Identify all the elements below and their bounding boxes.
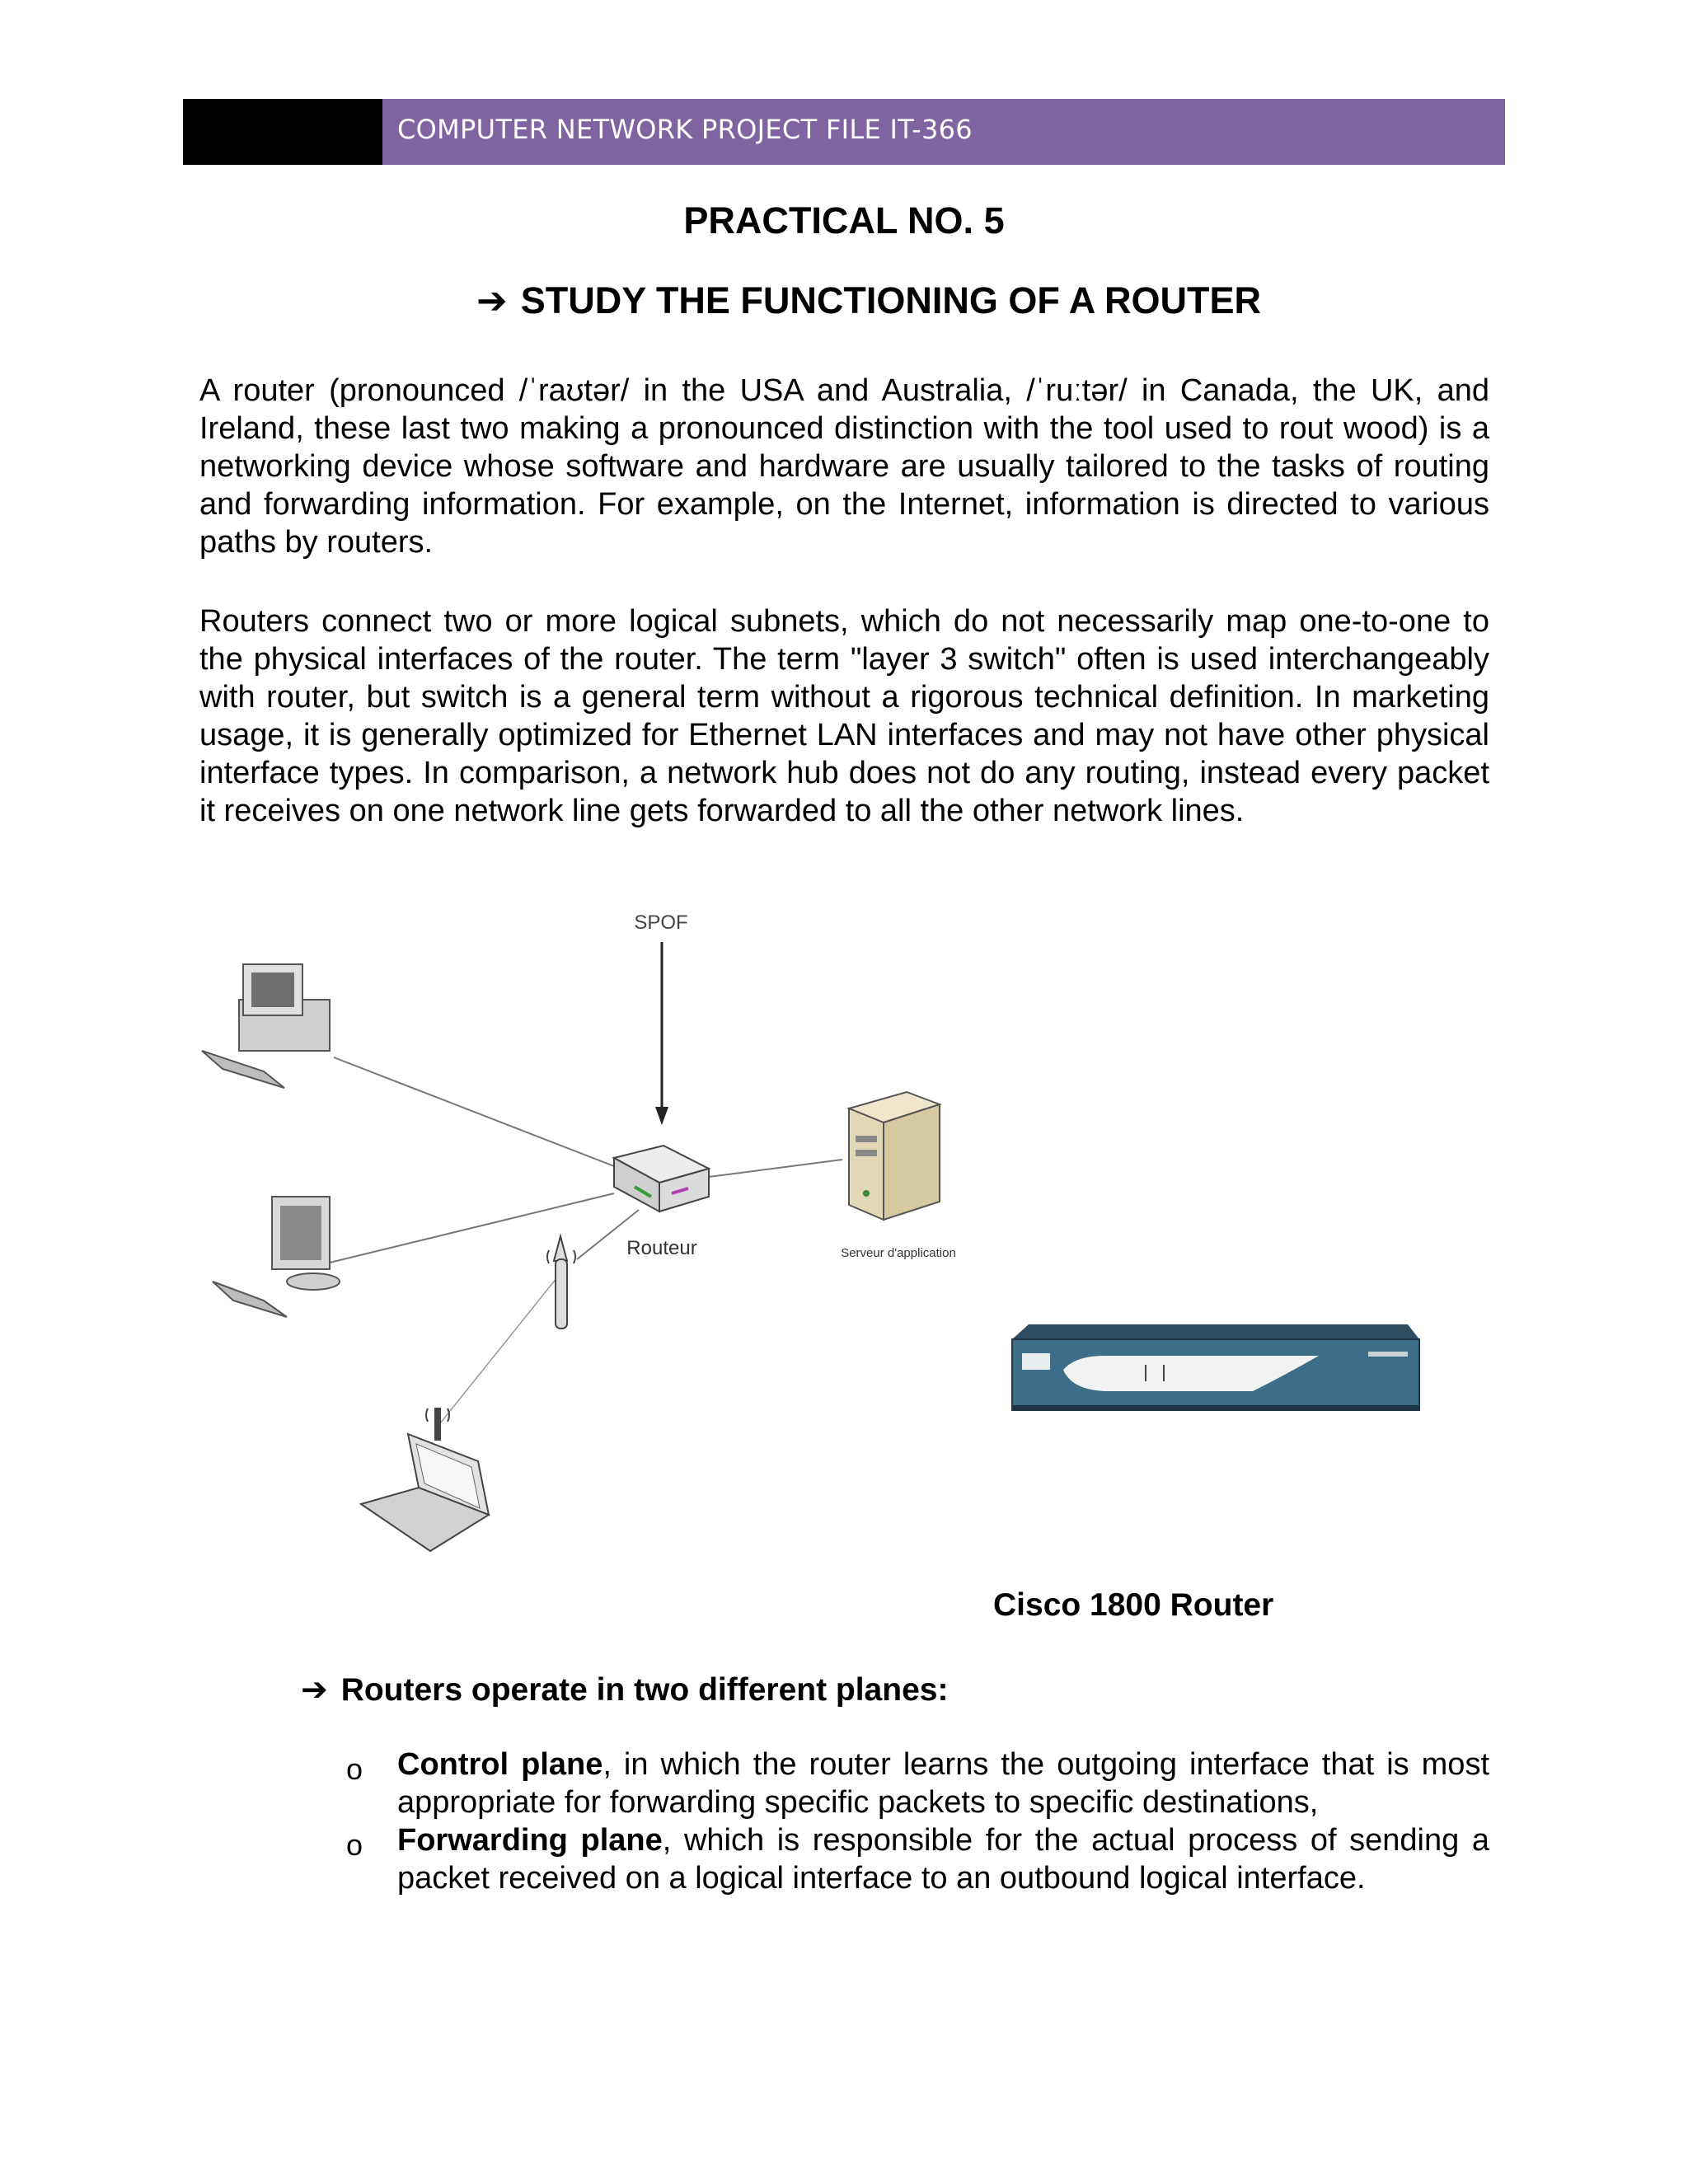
wireless-link — [437, 1273, 560, 1427]
link-router-server — [709, 1160, 842, 1177]
arrow-right-icon: ➔ — [301, 1671, 328, 1708]
server-icon — [849, 1092, 940, 1220]
forwarding-plane-term: Forwarding plane — [397, 1823, 663, 1858]
cisco-router-caption: Cisco 1800 Router — [993, 1587, 1274, 1623]
cisco-router-photo — [1012, 1324, 1419, 1411]
header-title: COMPUTER NETWORK PROJECT FILE IT-366 — [397, 114, 973, 145]
page-title: PRACTICAL NO. 5 — [683, 199, 1005, 241]
bullet-marker: o — [346, 1828, 363, 1862]
control-plane-term: Control plane — [397, 1747, 603, 1782]
server-label: Serveur d'application — [841, 1246, 956, 1260]
paragraph-router-subnets: Routers connect two or more logical subnets, which do not necessarily map one-to-one to the physical interfaces of the router. The term "layer 3 switch" often is used interchangeably with router, but switch is a general term without a rigorous technical definition. In marketing usage, it is generally optimized for Ethernet LAN interfaces and may not have other physical interface types. In comparison, a network hub does not do any routing, instead every packet it receives on one network line gets forwarded to all the other network lines. — [199, 604, 1489, 828]
planes-heading — [301, 1671, 948, 1708]
control-plane-description: , in which the router learns the outgoing interface that is most appropriate for forwarding specific packets to specific destinations, — [397, 1747, 1490, 1820]
paragraph-router-definition: A router (pronounced /ˈraʊtər/ in the USA and Australia, /ˈruːtər/ in Canada, the UK, and Ireland, these last two making a pronounced distinction with the tool used to rout wood) is a networking device whose software and hardware are usually tailored to the tasks of routing and forwarding information. For example, on the Internet, information is directed to various paths by routers. — [199, 373, 1489, 560]
bullet-marker: o — [346, 1752, 363, 1786]
antenna-icon — [547, 1236, 575, 1329]
monitor-computer-icon — [213, 1197, 340, 1317]
spof-arrow-head — [655, 1107, 668, 1125]
planes-heading-text: Routers operate in two different planes: — [340, 1672, 949, 1708]
router-label: Routeur — [626, 1237, 697, 1259]
list-item-forwarding-plane — [397, 1821, 1489, 1897]
desktop-computer-icon — [202, 964, 330, 1088]
link-monitor-router — [330, 1193, 614, 1263]
subtitle-text: STUDY THE FUNCTIONING OF A ROUTER — [520, 279, 1262, 321]
router-icon — [614, 1146, 709, 1212]
list-item-control-plane — [397, 1746, 1489, 1821]
arrow-right-icon: ➔ — [476, 279, 508, 322]
spof-label: SPOF — [634, 912, 688, 934]
forwarding-plane-description: , which is responsible for the actual process of sending a packet received on a logical interface to an outbound logical interface. — [397, 1823, 1489, 1896]
laptop-icon — [361, 1408, 489, 1551]
link-desktop-router — [334, 1057, 614, 1166]
